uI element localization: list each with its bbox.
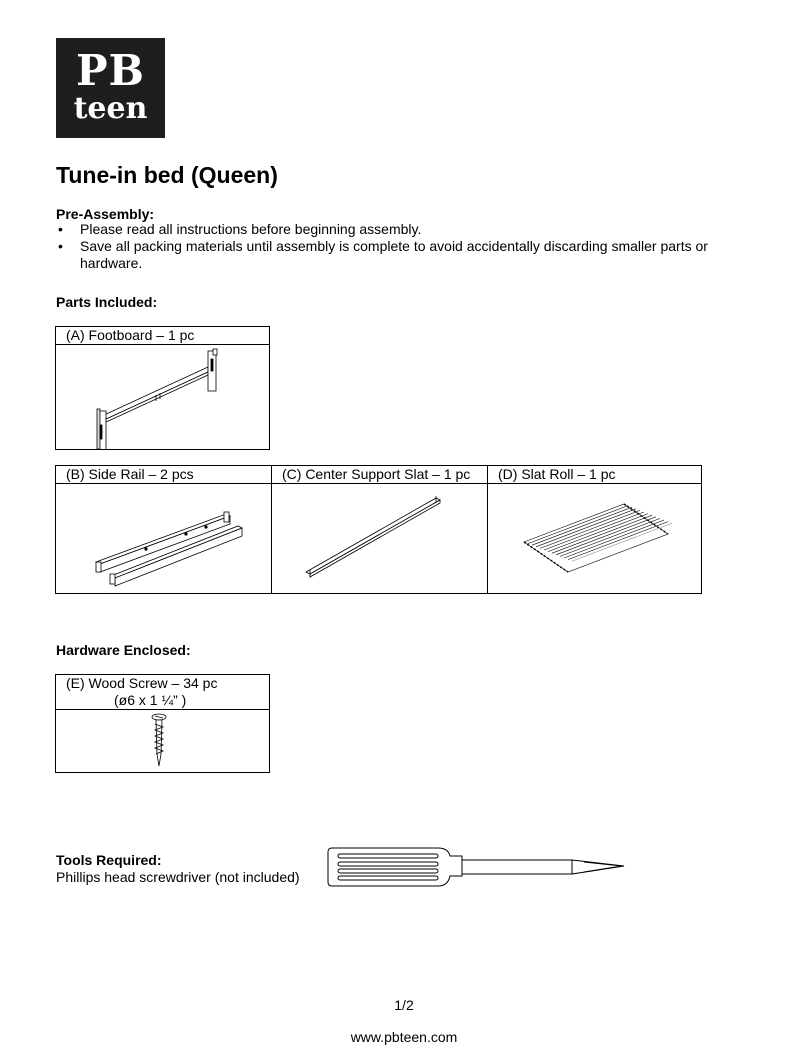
hardware-e-caption (56, 675, 269, 710)
page-number: 1/2 (394, 997, 414, 1013)
screwdriver-icon (326, 842, 626, 892)
part-d-slat-roll (487, 466, 701, 593)
part-b-label: (B) Side Rail – 2 pcs (56, 466, 271, 484)
part-a-footboard-box (55, 326, 270, 450)
website-url[interactable]: www.pbteen.com (350, 1029, 458, 1045)
part-c-label: (C) Center Support Slat – 1 pc (272, 466, 487, 484)
footboard-illustration (56, 345, 269, 449)
logo-line-2: teen (73, 91, 148, 126)
slat-roll-illustration (488, 484, 702, 594)
pre-assembly-item: • Save all packing materials until assembly is complete to avoid accidentally discarding smaller parts or hardware. (56, 238, 736, 272)
hardware-e-wood-screw-box (55, 674, 270, 773)
pre-assembly-heading: Pre-Assembly: (56, 206, 155, 222)
side-rail-illustration (56, 484, 271, 594)
pre-assembly-list (56, 221, 736, 272)
pbteen-logo (56, 38, 165, 138)
part-d-label: (D) Slat Roll – 1 pc (488, 466, 701, 484)
center-slat-illustration (272, 484, 487, 594)
pre-assembly-item: • Please read all instructions before beginning assembly. (56, 221, 736, 238)
logo-line-1: PB (75, 46, 146, 95)
parts-heading: Parts Included: (56, 294, 158, 310)
tools-heading: Tools Required: (56, 852, 162, 868)
part-c-center-support-slat (271, 466, 487, 593)
hardware-e-size: (ø6 x 1 ¼” ) (114, 692, 187, 708)
tools-text: Phillips head screwdriver (not included) (56, 869, 300, 885)
part-b-side-rail (56, 466, 271, 593)
wood-screw-icon (56, 710, 269, 772)
hardware-heading: Hardware Enclosed: (56, 642, 191, 658)
page-title: Tune-in bed (Queen) (56, 162, 278, 188)
part-a-label: (A) Footboard – 1 pc (56, 327, 269, 345)
hardware-e-label: (E) Wood Screw – 34 pc (66, 675, 218, 691)
parts-row (55, 465, 702, 594)
